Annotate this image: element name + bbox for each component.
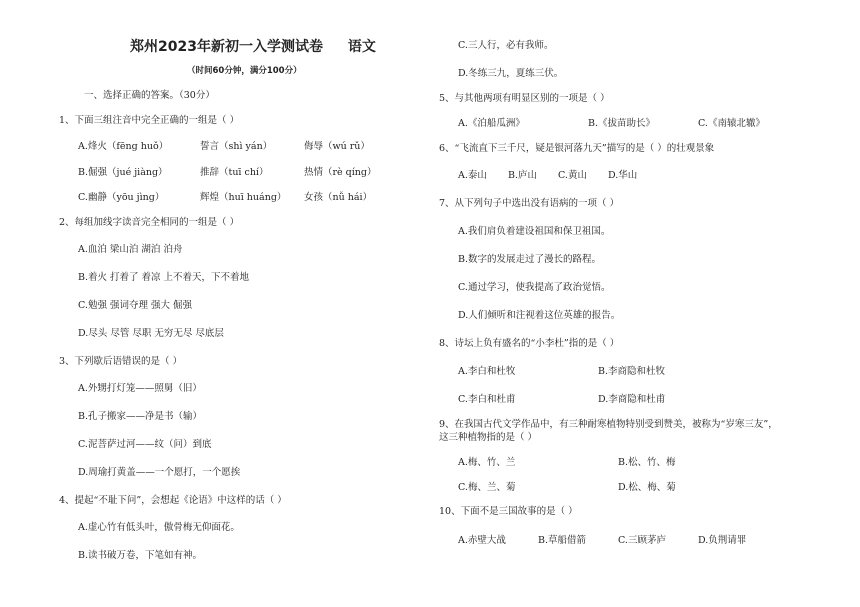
q3-option-b: B.孔子搬家——净是书（输） [78,411,203,422]
q8-option-b: B.李商隐和杜牧 [598,366,666,377]
q7-option-d: D.人们倾听和注视着这位英雄的报告。 [458,310,621,321]
q1-row-b-col3: 热情（rè qíng） [304,167,377,178]
exam-subject: 语文 [347,39,376,55]
q1-row-c-col2: 辉煌（huī huáng） [200,192,287,203]
q2-option-d: D.尽头 尽管 尽职 无穷无尽 尽底层 [78,328,224,339]
q7-option-a: A.我们肩负着建设祖国和保卫祖国。 [458,226,611,237]
q10-option-a: A.赤壁大战 [458,535,506,546]
q10-option-b: B.草船借箭 [538,535,587,546]
question-3-stem: 3、下列歇后语错误的是（ ） [59,356,183,367]
q4-option-d: D.冬练三九，夏练三伏。 [458,68,564,79]
q1-row-a-col3: 侮辱（wú rǔ） [304,141,370,152]
q1-row-c-col1: C.幽静（yōu jìng） [78,192,165,203]
q1-row-c-col3: 女孩（nǚ hái） [304,192,373,203]
q9-option-b: B.松、竹、梅 [618,457,676,468]
q8-option-d: D.李商隐和杜甫 [598,394,666,405]
q9-option-d: D.松、梅、菊 [618,482,676,493]
exam-subtitle: （时间60分钟，满分100分） [187,66,302,76]
exam-title [130,36,382,56]
q5-option-b: B.《拔苗助长》 [588,118,656,129]
question-5-stem: 5、与其他两项有明显区别的一项是（ ） [439,93,610,104]
q7-option-b: B.数字的发展走过了漫长的路程。 [458,254,602,265]
q2-option-a: A.血泊 梁山泊 湖泊 泊舟 [78,244,183,255]
question-8-stem: 8、诗坛上负有盛名的“小李杜”指的是（ ） [439,338,620,349]
section-heading: 一、选择正确的答案。（30分） [84,90,215,101]
q1-row-a-col1: A.烽火（fēng huǒ） [78,141,169,152]
q3-option-d: D.周瑜打黄盖——一个愿打，一个愿挨 [78,467,241,478]
q6-option-c: C.黄山 [558,170,587,181]
q4-option-a: A.虚心竹有低头叶，傲骨梅无仰面花。 [78,522,240,533]
question-7-stem: 7、从下列句子中选出没有语病的一项（ ） [439,198,620,209]
q10-option-c: C.三顾茅庐 [618,535,666,546]
q8-option-c: C.李白和杜甫 [458,394,516,405]
question-6-stem: 6、“飞流直下三千尺，疑是银河落九天”描写的是（ ）的壮观景象 [439,143,715,154]
question-9-stem-line1: 9、在我国古代文学作品中，有三种耐寒植物特别受到赞美，被称为“岁寒三友”， [439,419,778,430]
q4-option-c: C.三人行，必有我师。 [458,40,554,51]
exam-title-text: 郑州2023年新初一入学测试卷 [130,39,323,55]
q3-option-a: A.外甥打灯笼——照舅（旧） [78,383,202,394]
q9-option-c: C.梅、兰、菊 [458,482,516,493]
q2-option-c: C.勉强 强词夺理 强大 倔强 [78,300,193,311]
q3-option-c: C.泥菩萨过河——纹（问）到底 [78,439,212,450]
q6-option-b: B.庐山 [508,170,538,181]
q1-row-a-col2: 誓言（shì yán） [200,141,273,152]
q8-option-a: A.李白和杜牧 [458,366,516,377]
question-4-stem: 4、提起“不耻下问”，会想起《论语》中这样的话（ ） [59,495,287,506]
q9-option-a: A.梅、竹、兰 [458,457,516,468]
q2-option-b: B.着火 打着了 着凉 上不着天，下不着地 [78,272,250,283]
question-9-stem-line2: 这三种植物指的是（ ） [439,432,538,443]
q6-option-d: D.华山 [608,170,638,181]
q6-option-a: A.泰山 [458,170,487,181]
question-2-stem: 2、每组加线字读音完全相同的一组是（ ） [59,217,240,228]
q1-row-b-col1: B.倔强（jué jiàng） [78,167,168,178]
q5-option-c: C.《南辕北辙》 [698,118,765,129]
q10-option-d: D.负荆请罪 [698,535,747,546]
question-1-stem: 1、下面三组注音中完全正确的一组是（ ） [59,115,240,126]
q5-option-a: A.《泊船瓜洲》 [458,118,525,129]
q4-option-b: B.读书破万卷，下笔如有神。 [78,550,203,561]
question-10-stem: 10、下面不是三国故事的是（ ） [439,506,578,517]
q7-option-c: C.通过学习，使我提高了政治觉悟。 [458,282,611,293]
q1-row-b-col2: 推辞（tuī chí） [200,167,269,178]
